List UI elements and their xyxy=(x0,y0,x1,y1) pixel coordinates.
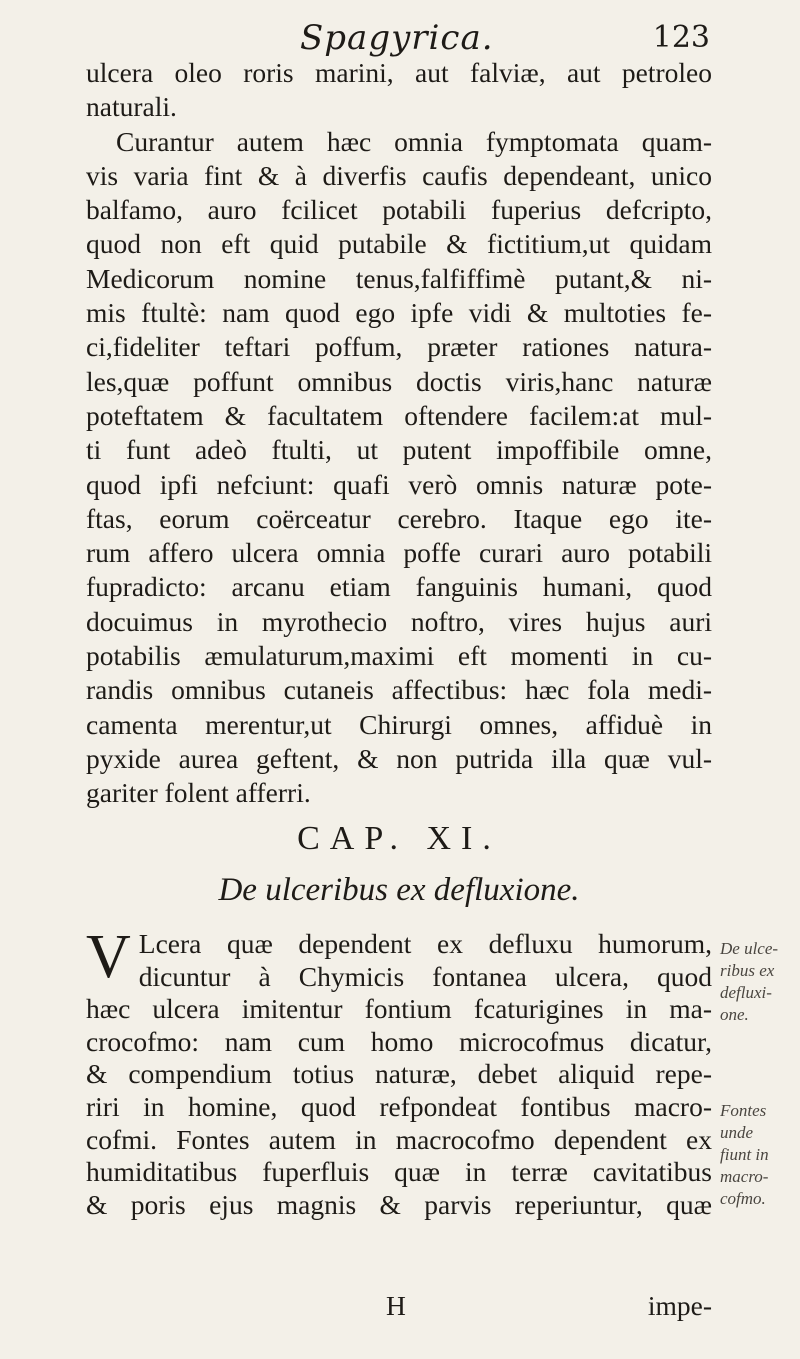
text-line: humiditatibus fuperfluis quæ in terræ cavitatibus xyxy=(86,1156,712,1188)
marginal-line: unde xyxy=(720,1123,754,1142)
text-line: mis ftultè: nam quod ego ipfe vidi & multoties fe- xyxy=(86,297,712,329)
text-line: & poris ejus magnis & parvis reperiuntur, quæ xyxy=(86,1188,712,1220)
page-footer xyxy=(86,1290,712,1330)
text-line: balfamo, auro fcilicet potabili fuperius defcripto, xyxy=(86,194,712,226)
catchword: impe- xyxy=(647,1290,712,1321)
text-line: pyxide aurea geftent, & non putrida illa quæ vul- xyxy=(86,742,712,774)
text-line: rum affero ulcera omnia poffe curari auro potabili xyxy=(86,537,712,569)
marginal-line: De ulce- xyxy=(720,939,779,958)
marginal-line: ribus ex xyxy=(720,961,775,980)
text-line: quod non eft quid putabile & fictitium,ut quidam xyxy=(86,228,712,260)
text-line: Lcera quæ dependent ex defluxu humorum, xyxy=(138,928,712,959)
text-line: potabilis æmulaturum,maximi eft momenti in cu- xyxy=(86,640,712,672)
text-line: & compendium totius naturæ, debet aliquid repe- xyxy=(86,1058,712,1090)
text-line: naturali. xyxy=(86,91,177,123)
text-line: quod ipfi nefciunt: quafi verò omnis naturæ pote- xyxy=(86,468,712,500)
marginal-line: cofmo. xyxy=(720,1189,766,1208)
text-line: Curantur autem hæc omnia fymptomata quam- xyxy=(116,125,712,157)
text-line: dicuntur à Chymicis fontanea ulcera, quod xyxy=(138,960,712,992)
text-line: gariter folent afferri. xyxy=(86,777,311,809)
paragraph-1 xyxy=(86,56,712,125)
text-line: ti funt adeò ftulti, ut putent impoffibile omne, xyxy=(86,434,712,466)
marginal-line: fiunt in xyxy=(720,1145,769,1164)
text-line: riri in homine, quod refpondeat fontibus macro- xyxy=(86,1090,712,1122)
text-line: crocofmo: nam cum homo microcofmus dicatur, xyxy=(86,1025,712,1057)
marginal-line: Fontes xyxy=(720,1101,767,1120)
drop-cap: V xyxy=(86,923,131,991)
paragraph-2 xyxy=(86,125,712,811)
text-line: hæc ulcera imitentur fontium fcaturigines in ma- xyxy=(86,993,712,1025)
text-line: fupradicto: arcanu etiam fanguinis humani, quod xyxy=(86,571,712,603)
text-line: ulcera oleo roris marini, aut falviæ, aut petroleo xyxy=(86,57,712,88)
text-line: camenta merentur,ut Chirurgi omnes, affiduè in xyxy=(86,708,712,740)
text-line: cofmi. Fontes autem in macrocofmo dependent ex xyxy=(86,1123,712,1155)
signature-mark: H xyxy=(386,1290,406,1321)
text-line: poteftatem & facultatem oftendere facilem:at mul- xyxy=(86,399,712,431)
text-line: docuimus in myrothecio noftro, vires hujus auri xyxy=(86,605,712,637)
main-text-block xyxy=(86,56,712,811)
page-number: 123 xyxy=(652,20,710,55)
marginal-note xyxy=(720,938,794,1026)
marginal-line: defluxi- xyxy=(720,983,772,1002)
text-line: ci,fideliter teftari poffum, præter rationes natura- xyxy=(86,331,712,363)
marginal-note xyxy=(720,1100,794,1210)
marginal-line: macro- xyxy=(720,1167,769,1186)
text-line: les,quæ poffunt omnibus doctis viris,hanc naturæ xyxy=(86,365,712,397)
page-header xyxy=(90,14,710,58)
text-line: ftas, eorum coërceatur cerebro. Itaque ego ite- xyxy=(86,502,712,534)
chapter-heading: CAP. XI. xyxy=(297,820,501,857)
running-title: Spagyrica. xyxy=(300,18,494,58)
text-line: vis varia fint & à diverfis caufis dependeant, unico xyxy=(86,159,712,191)
chapter-text-block xyxy=(86,923,712,1221)
marginal-line: one. xyxy=(720,1005,749,1024)
chapter-subtitle: De ulceribus ex defluxione. xyxy=(218,872,580,908)
text-line: randis omnibus cutaneis affectibus: hæc fola medi- xyxy=(86,674,712,706)
text-line: Medicorum nomine tenus,falfiffimè putant,& ni- xyxy=(86,262,712,294)
